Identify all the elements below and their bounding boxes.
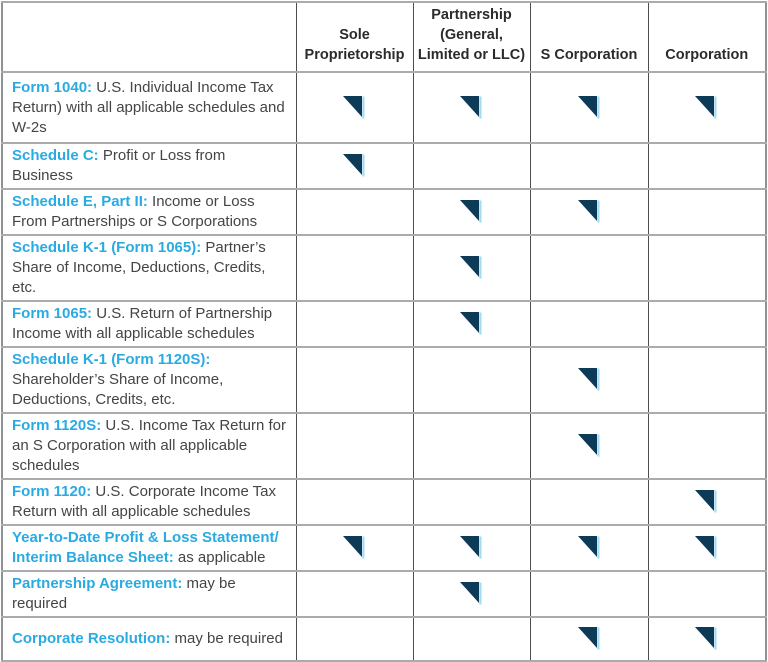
matrix-cell-r4-c3 xyxy=(530,235,648,301)
required-mark-icon xyxy=(578,368,601,392)
required-mark-icon xyxy=(460,200,483,224)
matrix-cell-r5-c1 xyxy=(296,301,413,347)
matrix-cell-r9-c1 xyxy=(296,525,413,571)
matrix-body xyxy=(2,72,766,661)
form-name: Schedule E, Part II: xyxy=(12,193,148,210)
form-description: U.S. Corporate Income Tax Return with all applicable schedules xyxy=(12,483,277,520)
matrix-cell-r7-c1 xyxy=(296,413,413,479)
form-name: Form 1120S: xyxy=(12,417,102,434)
required-mark-icon xyxy=(460,256,483,280)
required-mark-icon xyxy=(460,96,483,120)
matrix-cell-r11-c1 xyxy=(296,617,413,661)
matrix-cell-r3-c2 xyxy=(413,189,530,235)
matrix-cell-r1-c3 xyxy=(530,72,648,143)
form-name: Year-to-Date Profit & Loss Statement/ Interim Balance Sheet: xyxy=(12,529,279,566)
matrix-cell-r3-c3 xyxy=(530,189,648,235)
form-label-cell xyxy=(2,301,296,347)
required-mark-icon xyxy=(695,627,718,651)
matrix-cell-r10-c2 xyxy=(413,571,530,617)
matrix-cell-r10-c3 xyxy=(530,571,648,617)
required-mark-icon xyxy=(460,312,483,336)
form-label-cell xyxy=(2,347,296,413)
matrix-cell-r9-c2 xyxy=(413,525,530,571)
required-mark-icon xyxy=(460,582,483,606)
matrix-cell-r2-c4 xyxy=(648,143,766,189)
form-description: Partner’s Share of Income, Deductions, Credits, etc. xyxy=(12,239,266,296)
required-mark-icon xyxy=(695,490,718,514)
form-name: Schedule K-1 (Form 1065): xyxy=(12,239,202,256)
form-name: Form 1120: xyxy=(12,483,92,500)
matrix-cell-r6-c1 xyxy=(296,347,413,413)
form-description: Profit or Loss from Business xyxy=(12,147,226,184)
column-header-4: Corporation xyxy=(648,2,766,72)
form-label-cell xyxy=(2,479,296,525)
form-name: Schedule K-1 (Form 1120S): xyxy=(12,351,211,368)
matrix-cell-r8-c2 xyxy=(413,479,530,525)
form-description: Shareholder’s Share of Income, Deductions, Credits, etc. xyxy=(12,371,224,408)
matrix-cell-r2-c3 xyxy=(530,143,648,189)
form-name: Corporate Resolution: xyxy=(12,630,171,647)
column-header-2: Partnership (General, Limited or LLC) xyxy=(413,2,530,72)
table-row xyxy=(2,617,766,661)
table-row xyxy=(2,347,766,413)
form-name: Form 1065: xyxy=(12,305,93,322)
matrix-cell-r10-c4 xyxy=(648,571,766,617)
matrix-cell-r8-c4 xyxy=(648,479,766,525)
form-label-cell xyxy=(2,72,296,143)
table-row xyxy=(2,413,766,479)
matrix-cell-r8-c3 xyxy=(530,479,648,525)
matrix-cell-r2-c1 xyxy=(296,143,413,189)
matrix-cell-r9-c4 xyxy=(648,525,766,571)
matrix-cell-r1-c4 xyxy=(648,72,766,143)
matrix-cell-r5-c3 xyxy=(530,301,648,347)
form-label-cell xyxy=(2,525,296,571)
table-row xyxy=(2,301,766,347)
form-label-cell xyxy=(2,235,296,301)
table-row xyxy=(2,571,766,617)
matrix-cell-r8-c1 xyxy=(296,479,413,525)
matrix-cell-r10-c1 xyxy=(296,571,413,617)
matrix-cell-r3-c1 xyxy=(296,189,413,235)
table-row xyxy=(2,525,766,571)
form-description: Income or Loss From Partnerships or S Corporations xyxy=(12,193,258,230)
matrix-cell-r4-c4 xyxy=(648,235,766,301)
required-mark-icon xyxy=(695,96,718,120)
matrix-cell-r1-c1 xyxy=(296,72,413,143)
form-description: U.S. Individual Income Tax Return) with all applicable schedules and W-2s xyxy=(12,78,285,136)
required-mark-icon xyxy=(460,536,483,560)
table-row xyxy=(2,143,766,189)
matrix-cell-r11-c2 xyxy=(413,617,530,661)
table-row xyxy=(2,235,766,301)
form-label-cell xyxy=(2,617,296,661)
column-header-1: Sole Proprietorship xyxy=(296,2,413,72)
form-description: may be required xyxy=(12,575,236,612)
matrix-cell-r11-c3 xyxy=(530,617,648,661)
matrix-cell-r4-c2 xyxy=(413,235,530,301)
matrix-cell-r5-c2 xyxy=(413,301,530,347)
header-row xyxy=(2,2,766,72)
table-row xyxy=(2,189,766,235)
required-mark-icon xyxy=(578,536,601,560)
required-mark-icon xyxy=(343,536,366,560)
table-row xyxy=(2,479,766,525)
form-label-cell xyxy=(2,413,296,479)
table-row xyxy=(2,72,766,143)
form-label-cell xyxy=(2,189,296,235)
matrix-cell-r7-c2 xyxy=(413,413,530,479)
form-description: may be required xyxy=(174,630,283,647)
required-mark-icon xyxy=(578,96,601,120)
matrix-cell-r9-c3 xyxy=(530,525,648,571)
form-name: Form 1040: xyxy=(12,78,93,96)
tax-forms-matrix xyxy=(1,1,767,662)
form-description: U.S. Return of Partnership Income with all applicable schedules xyxy=(12,305,273,342)
matrix-cell-r6-c3 xyxy=(530,347,648,413)
corner-cell xyxy=(2,2,296,72)
form-label-cell xyxy=(2,571,296,617)
matrix-cell-r4-c1 xyxy=(296,235,413,301)
form-name: Partnership Agreement: xyxy=(12,575,183,592)
form-description: U.S. Income Tax Return for an S Corporation with all applicable schedules xyxy=(12,417,287,474)
required-mark-icon xyxy=(578,200,601,224)
matrix-cell-r11-c4 xyxy=(648,617,766,661)
required-mark-icon xyxy=(695,536,718,560)
required-mark-icon xyxy=(578,434,601,458)
matrix-cell-r6-c2 xyxy=(413,347,530,413)
form-name: Schedule C: xyxy=(12,147,99,164)
column-header-3: S Corporation xyxy=(530,2,648,72)
matrix-cell-r5-c4 xyxy=(648,301,766,347)
matrix-cell-r7-c4 xyxy=(648,413,766,479)
matrix-cell-r2-c2 xyxy=(413,143,530,189)
required-mark-icon xyxy=(578,627,601,651)
matrix-cell-r1-c2 xyxy=(413,72,530,143)
matrix-cell-r7-c3 xyxy=(530,413,648,479)
form-description: as applicable xyxy=(177,549,266,566)
required-mark-icon xyxy=(343,154,366,178)
matrix-cell-r3-c4 xyxy=(648,189,766,235)
matrix-cell-r6-c4 xyxy=(648,347,766,413)
required-mark-icon xyxy=(343,96,366,120)
form-label-cell xyxy=(2,143,296,189)
